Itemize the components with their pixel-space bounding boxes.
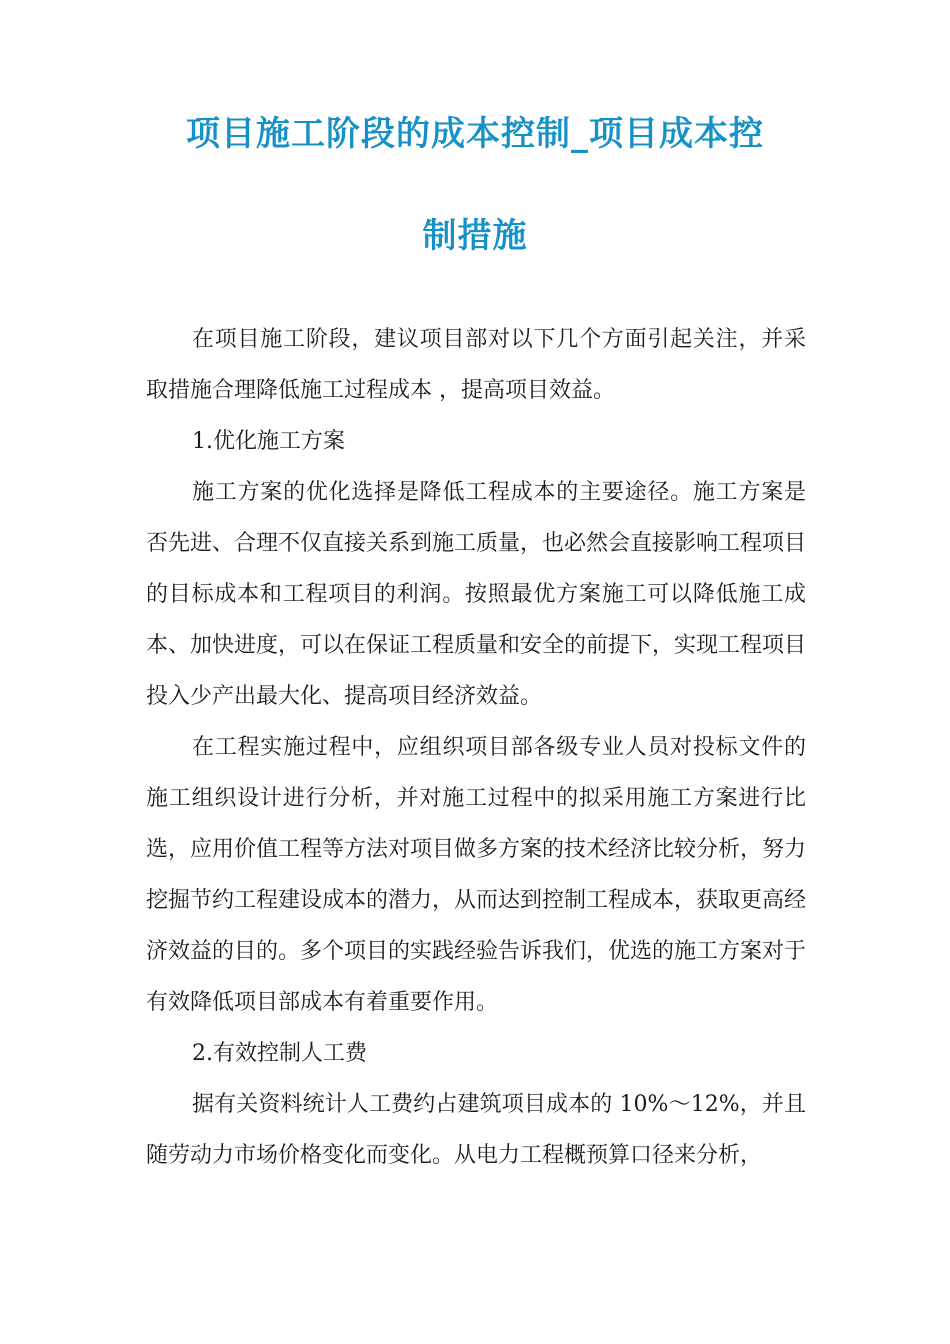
paragraph-implementation: 在工程实施过程中，应组织项目部各级专业人员对投标文件的施工组织设计进行分析，并对施工过程中的拟采用施工方案进行比选，应用价值工程等方法对项目做多方案的技术经济比较分析，努力挖掘节约工程建设成本的潜力，从而达到控制工程成本，获取更高经济效益的目的。多个项目的实践经验告诉我们，优选的施工方案对于有效降低项目部成本有着重要作用。: [146, 735, 807, 1015]
document-title-line-1: 项目施工阶段的成本控制_项目成本控: [186, 114, 764, 154]
paragraph-intro: 在项目施工阶段，建议项目部对以下几个方面引起关注，并采取措施合理降低施工过程成本 ，提高项目效益。: [146, 327, 806, 403]
paragraph-optimize-plan: 施工方案的优化选择是降低工程成本的主要途径。施工方案是否先进、合理不仅直接关系到施工质量，也必然会直接影响工程项目的目标成本和工程项目的利润。按照最优方案施工可以降低施工成本、加快进度，可以在保证工程质量和安全的前提下，实现工程项目投入少产出最大化、提高项目经济效益。: [146, 480, 807, 709]
document-body: [146, 314, 806, 1181]
section-heading-1: 1.优化施工方案: [192, 429, 345, 454]
paragraph-labor-cost: 据有关资料统计人工费约占建筑项目成本的 10%～12%，并且随劳动力市场价格变化而变化。从电力工程概预算口径来分析，: [146, 1092, 806, 1168]
section-heading-2: 2.有效控制人工费: [192, 1041, 367, 1066]
document-title-line-2: 制措施: [422, 216, 528, 256]
